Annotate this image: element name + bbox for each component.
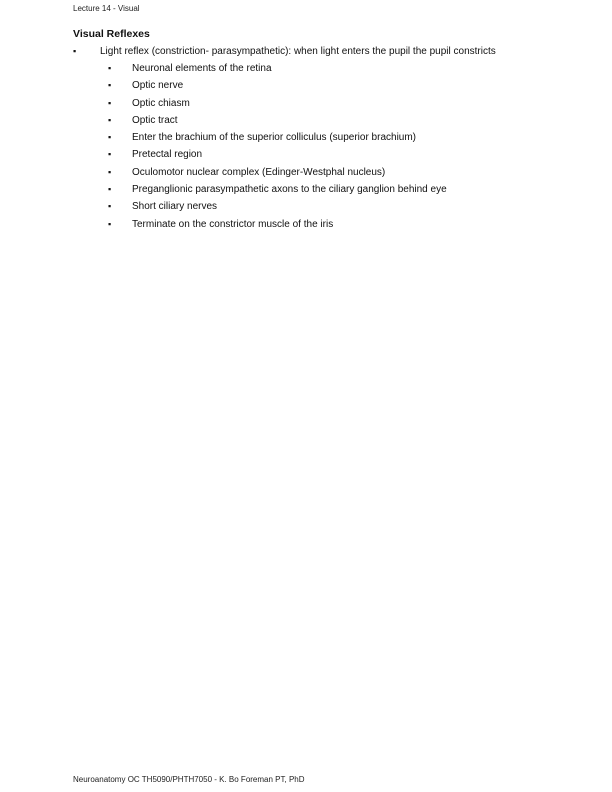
bullet-icon: ▪ xyxy=(108,149,112,160)
main-bullet-text: Light reflex (constriction- parasympathetic): when light enters the pupil the pupil constricts xyxy=(100,46,496,57)
page-footer: Neuroanatomy OC TH5090/PHTH7050 - K. Bo Foreman PT, PhD xyxy=(73,775,305,784)
bullet-icon: ▪ xyxy=(108,97,112,108)
bullet-icon: ▪ xyxy=(108,201,112,212)
list-item xyxy=(108,166,578,183)
bullet-icon: ▪ xyxy=(108,80,112,91)
bullet-icon: ▪ xyxy=(108,166,112,177)
list-item-text: Pretectal region xyxy=(132,149,203,161)
list-item-text: Enter the brachium of the superior colliculus (superior brachium) xyxy=(132,132,417,144)
list-item xyxy=(108,97,578,114)
bullet-icon: ▪ xyxy=(108,63,112,73)
list-item xyxy=(108,114,578,131)
list-item xyxy=(108,200,578,217)
list-item xyxy=(108,79,578,96)
list-item-text: Optic tract xyxy=(132,114,178,126)
list-item xyxy=(108,148,578,165)
section-title: Visual Reflexes xyxy=(73,28,150,40)
bullet-icon: ▪ xyxy=(108,184,112,195)
list-item xyxy=(108,62,578,79)
bullet-icon: ▪ xyxy=(108,218,112,229)
list-item-text: Optic chiasm xyxy=(132,97,190,109)
list-item-text: Short ciliary nerves xyxy=(132,201,218,213)
list-item-text: Optic nerve xyxy=(132,80,184,92)
list-item-text: Preganglionic parasympathetic axons to the ciliary ganglion behind eye xyxy=(132,184,447,196)
bullet-icon: ▪ xyxy=(108,114,112,125)
list-item xyxy=(108,131,578,148)
list-item-text: Oculomotor nuclear complex (Edinger-Westphal nucleus) xyxy=(132,166,386,178)
page-header: Lecture 14 - Visual xyxy=(73,4,140,13)
list-item-text: Terminate on the constrictor muscle of the iris xyxy=(132,218,334,230)
list-item xyxy=(108,218,578,235)
list-item xyxy=(108,183,578,200)
list-item-text: Neuronal elements of the retina xyxy=(132,63,272,74)
bullet-icon: ▪ xyxy=(108,132,112,143)
sub-bullet-list xyxy=(108,62,578,235)
bullet-icon: ▪ xyxy=(73,46,77,56)
